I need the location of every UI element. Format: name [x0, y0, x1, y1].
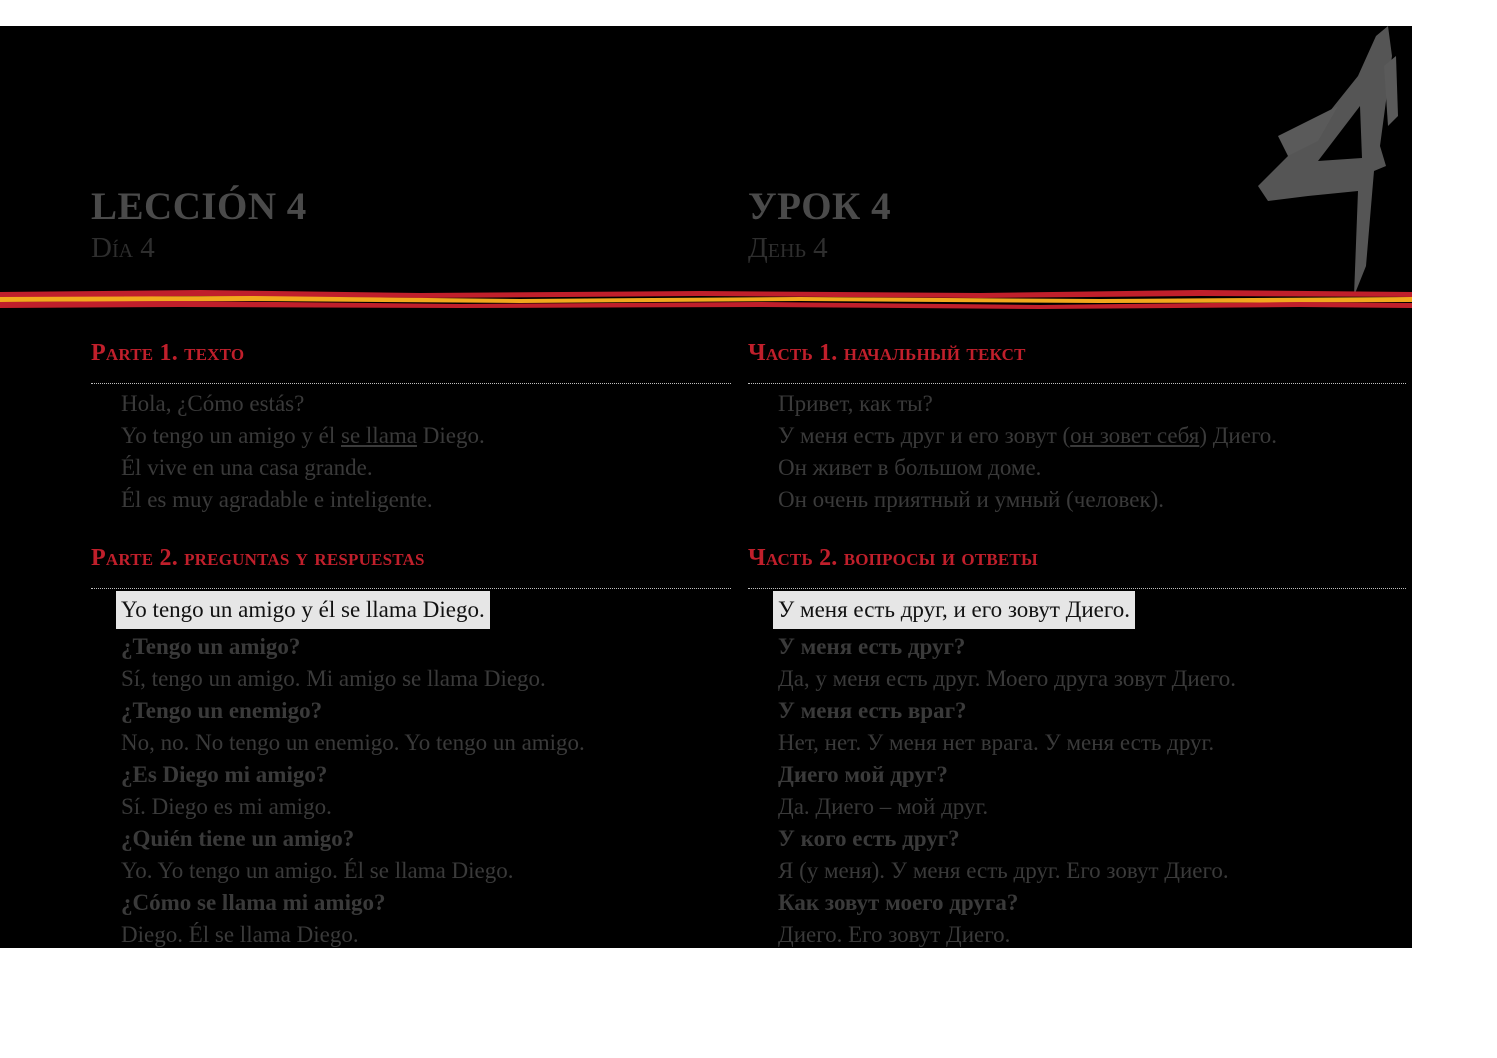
lesson-title: LECCIÓN 4 [91, 185, 307, 228]
divider [748, 588, 1406, 589]
part2-heading: Parte 2. preguntas y respuestas [91, 545, 425, 571]
question: У меня есть враг? [778, 698, 967, 723]
qa-list [121, 631, 585, 948]
highlighted-sentence: Yo tengo un amigo y él se llama Diego. [116, 591, 490, 629]
question: ¿Tengo un amigo? [121, 634, 301, 659]
question: Диего мой друг? [778, 762, 948, 787]
text-line: У меня есть друг и его зовут (он зовет себя) Диего. [778, 423, 1278, 448]
qa-list [778, 631, 1236, 948]
answer: Да. Диего – мой друг. [778, 794, 989, 819]
answer: Sí, tengo un amigo. Mi amigo se llama Diego. [121, 666, 546, 691]
question: ¿Tengo un enemigo? [121, 698, 323, 723]
answer: Да, у меня есть друг. Моего друга зовут Диего. [778, 666, 1236, 691]
highlighted-sentence: У меня есть друг, и его зовут Диего. [773, 591, 1135, 629]
answer: No, no. No tengo un enemigo. Yo tengo un amigo. [121, 730, 585, 755]
part1-heading: Часть 1. начальный текст [748, 340, 1026, 366]
question: У кого есть друг? [778, 826, 960, 851]
divider [91, 588, 731, 589]
part1-text [121, 388, 485, 516]
lesson-subtitle: День 4 [748, 232, 828, 264]
divider [91, 383, 731, 384]
question: ¿Es Diego mi amigo? [121, 762, 328, 787]
question: ¿Quién tiene un amigo? [121, 826, 355, 851]
page [0, 26, 1412, 948]
text-line: Él vive en una casa grande. [121, 455, 373, 480]
question: ¿Cómo se llama mi amigo? [121, 890, 386, 915]
part1-text [778, 388, 1277, 516]
answer: Я (у меня). У меня есть друг. Его зовут Диего. [778, 858, 1229, 883]
text-line: Он живет в большом доме. [778, 455, 1042, 480]
text-line: Привет, как ты? [778, 391, 933, 416]
answer: Yo. Yo tengo un amigo. Él se llama Diego. [121, 858, 514, 883]
divider [748, 383, 1406, 384]
lesson-subtitle: Día 4 [91, 232, 155, 264]
decorative-stripe [0, 288, 1412, 310]
answer: Diego. Él se llama Diego. [121, 922, 359, 947]
answer: Sí. Diego es mi amigo. [121, 794, 332, 819]
text-line: Yo tengo un amigo y él se llama Diego. [121, 423, 485, 448]
answer: Диего. Его зовут Диего. [778, 922, 1011, 947]
text-line: Él es muy agradable e inteligente. [121, 487, 433, 512]
part2-heading: Часть 2. вопросы и ответы [748, 545, 1038, 571]
question: У меня есть друг? [778, 634, 966, 659]
question: Как зовут моего друга? [778, 890, 1019, 915]
text-line: Он очень приятный и умный (человек). [778, 487, 1165, 512]
lesson-number-brush-graphic [1248, 26, 1412, 326]
lesson-title: УРОК 4 [748, 185, 892, 228]
part1-heading: Parte 1. texto [91, 340, 245, 366]
text-line: Hola, ¿Cómo estás? [121, 391, 305, 416]
answer: Нет, нет. У меня нет врага. У меня есть друг. [778, 730, 1215, 755]
